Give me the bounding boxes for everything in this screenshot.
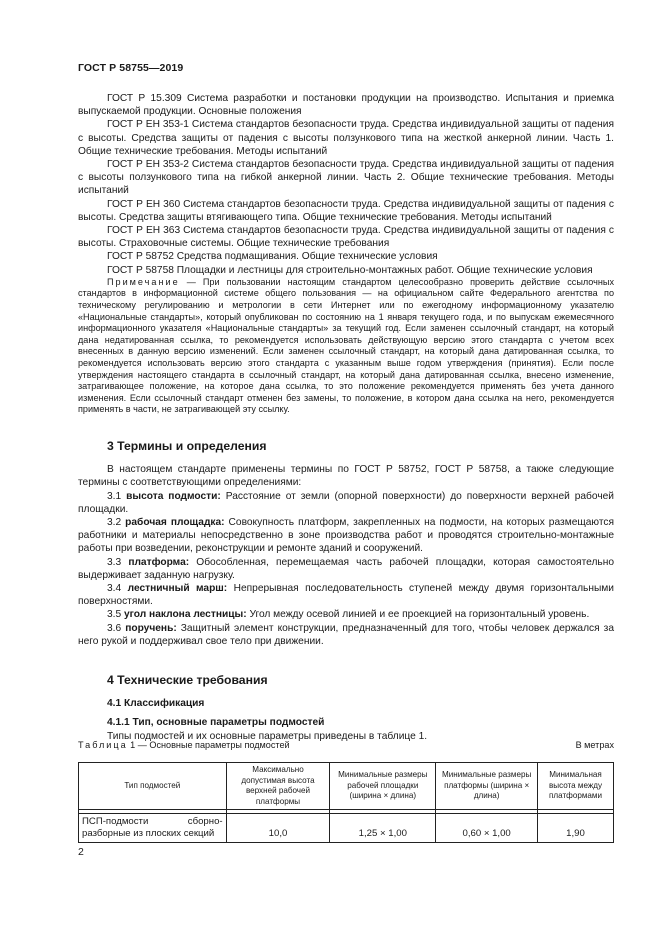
table-cell: 10,0 — [226, 814, 330, 843]
term-name: лестничный марш: — [127, 583, 228, 594]
section-3-heading: 3 Термины и определения — [107, 438, 267, 453]
term-name: высота подмости: — [126, 490, 221, 502]
parameters-table — [78, 762, 614, 843]
table-caption-text: 1 — Основные параметры подмостей — [127, 740, 290, 750]
table-header-cell: Минимальные размеры платформы (ширина × длина) — [436, 763, 538, 810]
reference-item: ГОСТ Р 58758 Площадки и лестницы для строительно-монтажных работ. Общие технические условия — [107, 264, 593, 276]
table-row — [79, 814, 614, 843]
term-name: угол наклона лестницы: — [124, 609, 247, 621]
reference-item: ГОСТ Р ЕН 353-2 Система стандартов безопасности труда. Средства индивидуальной защиты от падения с высоты ползункового типа на гибкой анкерной линии. Часть 2. Общие технические требования. Методы испытаний — [78, 159, 614, 197]
table-units: В метрах — [575, 740, 614, 750]
note-text: — При пользовании настоящим стандартом целесообразно проверить действие ссылочных стандартов в информационной системе общего пользования — на официальном сайте Федерального агентства по техническому регулированию и метрологии в сети Интернет или по ежегодному информационному указателю «Национальные стандарты», который опубликован по состоянию на 1 января текущего года, и по выпускам ежемесячного информационного указателя «Национальные стандарты» за текущий год. Если заменен ссылочный стандарт, на который дана недатированная ссылка, то рекомендуется использовать действующую версию этого стандарта с учетом всех внесенных в данную версию изменений. Если заменен ссылочный стандарт, на который дана датированная ссылка, то рекомендуется использовать версию этого стандарта с указанным выше годом утверждения (принятия). Если после утверждения настоящего стандарта в ссылочный стандарт, на который дана датированная ссылка, внесено изменение, затрагивающее положение, на которое дана ссылка, то это положение рекомендуется применять без учета данного изменения. Если ссылочный стандарт отменен без замены, то положение, в котором дана ссылка на него, рекомендуется применять в части, не затрагивающей эту ссылку. — [78, 276, 614, 415]
section-3-intro: В настоящем стандарте применены термины по ГОСТ Р 58752, ГОСТ Р 58758, а также следующие термины с соответствующими определениями: — [78, 464, 614, 489]
table-cell: 1,25 × 1,00 — [330, 814, 436, 843]
page-content — [78, 92, 614, 743]
subsection-4-1-1-heading: 4.1.1 Тип, основные параметры подмостей — [107, 717, 325, 729]
page-number: 2 — [78, 846, 84, 858]
table-caption — [78, 740, 614, 750]
reference-item: ГОСТ Р 58752 Средства подмащивания. Общие технические условия — [107, 251, 438, 263]
table-caption-label: Таблица — [78, 740, 128, 750]
table-header-cell: Тип подмостей — [79, 763, 227, 810]
term-name: поручень: — [125, 622, 177, 634]
term-definition: 3.1 высота подмости: Расстояние от земли (опорной поверхности) до поверхности верхней рабочей площадки. — [78, 490, 614, 515]
reference-item: ГОСТ Р ЕН 363 Система стандартов безопасности труда. Средства индивидуальной защиты от падения с высоты. Страховочные системы. Общие технические требования — [78, 225, 614, 250]
subsection-4-1-1-text: Типы подмостей и их основные параметры приведены в таблице 1. — [107, 730, 428, 742]
subsection-4-1-heading: 4.1 Классификация — [107, 698, 205, 710]
term-definition: 3.2 рабочая площадка: Совокупность платформ, закрепленных на подмости, на которых размещаются работники и материалы непосредственно в зоне производства работ и проводятся строительно-монтажные работы при возведении, реконструкции и ремонте зданий и сооружений. — [78, 516, 614, 555]
reference-item: ГОСТ Р 15.309 Система разработки и постановки продукции на производство. Испытания и приемка выпускаемой продукции. Основные положения — [78, 93, 614, 118]
table-header-row — [79, 763, 614, 810]
table-header-cell: Минимальные размеры рабочей площадки (ширина × длина) — [330, 763, 436, 810]
term-definition: 3.4 лестничный марш: Непрерывная последовательность ступеней между двумя горизонтальными поверхностями. — [78, 583, 614, 608]
term-definition: 3.5 угол наклона лестницы: Угол между осевой линией и ее проекцией на горизонтальный уровень. — [107, 609, 590, 621]
table-cell: 0,60 × 1,00 — [436, 814, 538, 843]
term-name: платформа: — [128, 556, 190, 568]
term-definition: 3.3 платформа: Обособленная, перемещаемая часть рабочей площадки, которая самостоятельно выдерживает заданную нагрузку. — [78, 556, 614, 581]
table-header-cell: Минимальная высота между платформами — [538, 763, 614, 810]
note-paragraph — [78, 277, 614, 416]
term-definition: 3.6 поручень: Защитный элемент конструкции, предназначенный для того, чтобы человек держался за него рукой и поддерживал свое тело при движении. — [78, 622, 614, 647]
table-header-cell: Максимально допустимая высота верхней рабочей платформы — [226, 763, 330, 810]
reference-item: ГОСТ Р ЕН 353-1 Система стандартов безопасности труда. Средства индивидуальной защиты от падения с высоты. Средства защиты от падения с высоты ползункового типа на жесткой анкерной линии. Часть 1. Общие технические требования. Методы испытаний — [78, 119, 614, 157]
section-4-heading: 4 Технические требования — [107, 673, 268, 688]
table-cell: 1,90 — [538, 814, 614, 843]
table-cell-type: ПСП-подмости сборно-разборные из плоских секций — [79, 814, 227, 843]
reference-item: ГОСТ Р ЕН 360 Система стандартов безопасности труда. Средства индивидуальной защиты от падения с высоты. Средства защиты втягивающего типа. Общие технические требования. Методы испытаний — [78, 198, 614, 223]
document-header: ГОСТ Р 58755—2019 — [78, 62, 184, 74]
term-name: рабочая площадка: — [125, 516, 225, 528]
note-label: Примечание — [107, 276, 180, 287]
